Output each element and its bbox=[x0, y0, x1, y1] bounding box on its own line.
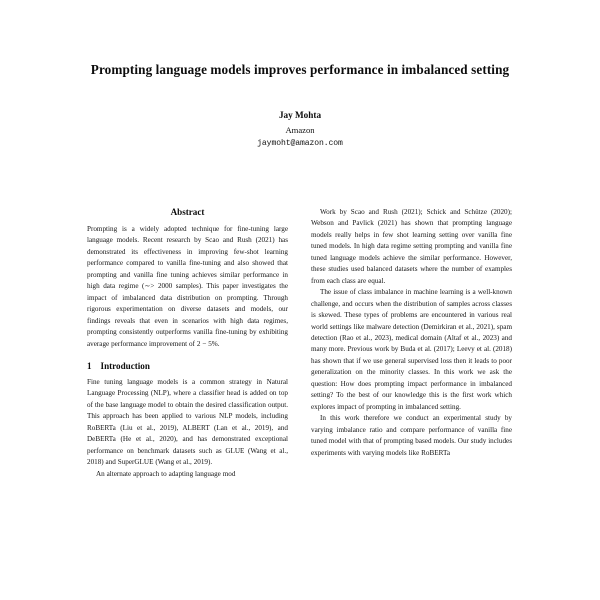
section-title: Introduction bbox=[100, 360, 150, 371]
body-columns bbox=[0, 207, 600, 600]
author-block bbox=[0, 109, 600, 150]
abstract-heading: Abstract bbox=[170, 207, 205, 217]
abstract-text: Prompting is a widely adopted technique for fine-tuning large language models. Recent research by Scao and Rush (2021) has demonstrated its effectiveness in improving few-shot learning performance compared to vanilla fine-tuning and also showed that prompting and vanilla fine tuning achieves similar performance in high data regime (∼> 2000 samples). This paper investigates the impact of imbalanced data distribution on prompting. Through rigorous experimentation on diverse datasets and models, our findings reveals that even in scenarios with high data regimes, prompting consistently outperforms vanilla fine-tuning by exhibiting average performance improvement of 2 − 5%. bbox=[87, 225, 288, 348]
title-block bbox=[0, 0, 600, 150]
author-email[interactable]: jaymoht@amazon.com bbox=[257, 139, 343, 149]
right-paragraph-1: Work by Scao and Rush (2021); Schick and Schütze (2020); Webson and Pavlick (2021) has shown that prompting language models really helps in few shot learning setting over vanilla fine tuned models. In high data regime setting prompting and vanilla fine tuned language models achieve the similar performance. However, these studies used balanced datasets where the number of examples from each class are equal. bbox=[311, 208, 512, 285]
intro-paragraph-2: An alternate approach to adapting language mod bbox=[96, 469, 236, 478]
page-title: Prompting language models improves performance in imbalanced setting bbox=[90, 62, 510, 77]
intro-paragraph-1: Fine tuning language models is a common strategy in Natural Language Processing (NLP), where a classifier head is added on top of the base language model to obtain the desired classification output. This approach has been applied to various NLP models, including RoBERTa (Liu et al., 2019), ALBERT (Lan et al., 2019), and DeBERTa (He et al., 2020), and has demonstrated exceptional performance on benchmark datasets such as GLUE (Wang et al., 2018) and SuperGLUE (Wang et al., 2019). bbox=[87, 377, 288, 467]
right-paragraph-3: In this work therefore we conduct an experimental study by varying imbalance ratio and compare performance of vanilla fine tuned model with that of prompting based models. Our study includes experiments with varying models like RoBERTa bbox=[311, 414, 512, 457]
section-number: 1 bbox=[87, 360, 92, 371]
section-heading-introduction bbox=[87, 361, 288, 371]
right-column bbox=[311, 207, 512, 600]
author-affiliation: Amazon bbox=[285, 124, 315, 135]
author-name: Jay Mohta bbox=[278, 109, 322, 120]
right-paragraph-2: The issue of class imbalance in machine learning is a well-known challenge, and occurs when the distribution of samples across classes is skewed. These types of problems are encountered in various real world settings like malware detection (Demirkiran et al., 2021), spam detection (Rao et al., 2023), medical domain (Altaf et al., 2023) and many more. Previous work by Buda et al. (2017); Leevy et al. (2018) has shown that if we use general supervised loss then it leads to poor generalization on the minority classes. In this work we ask the question: How does prompting impact performance in imbalanced setting? To the best of our knowledge this is the first work which explores impact of prompting in imbalanced setting. bbox=[311, 288, 512, 411]
left-column bbox=[87, 207, 288, 600]
